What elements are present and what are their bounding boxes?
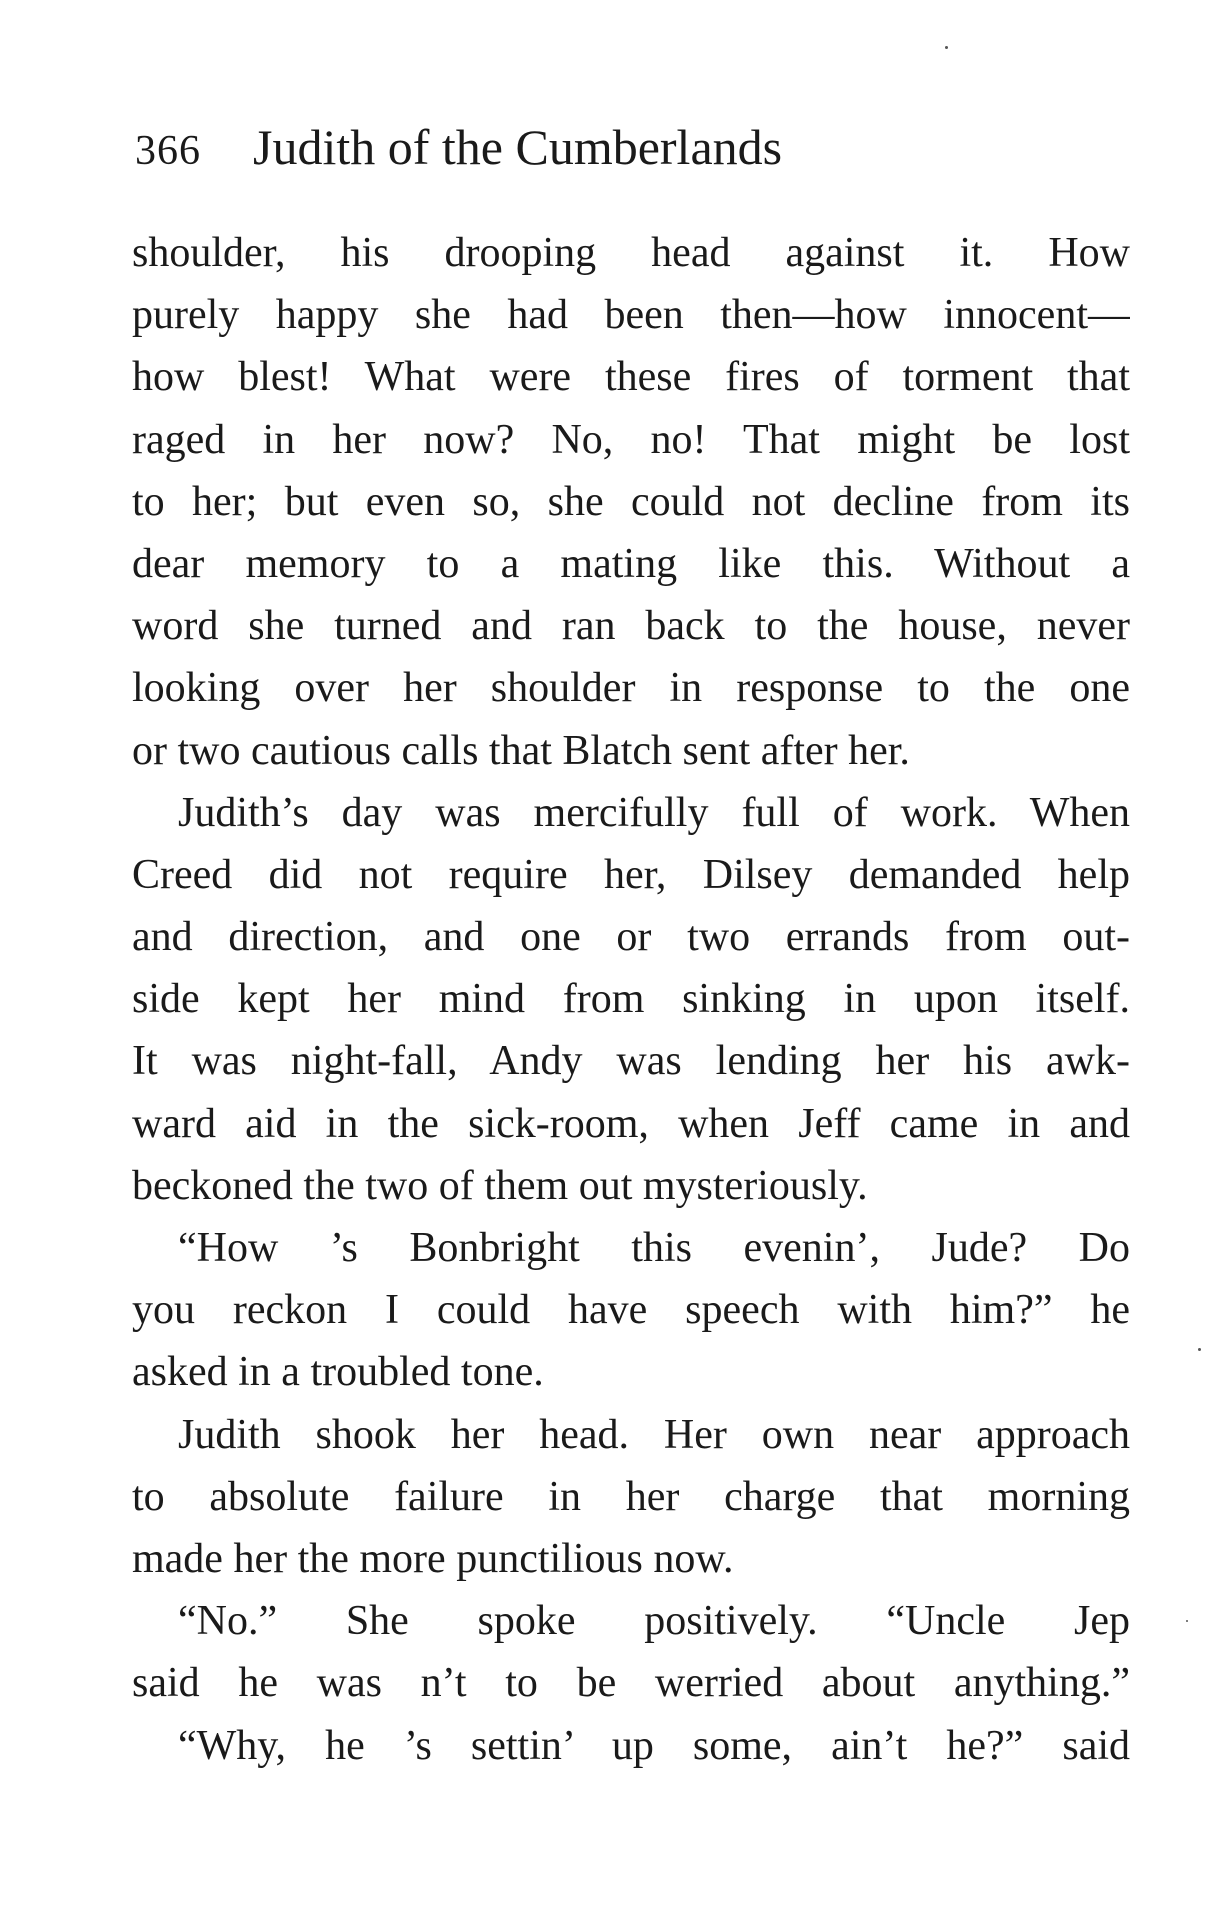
text-line: ward aid in the sick-room, when Jeff came in and bbox=[132, 1100, 1130, 1147]
text-line: side kept her mind from sinking in upon itself. bbox=[132, 976, 1130, 1023]
text-line: Judith shook her head. Her own near approach bbox=[178, 1411, 1130, 1458]
text-line: dear memory to a mating like this. Without a bbox=[132, 540, 1130, 587]
text-line: said he was n’t to be werried about anything.” bbox=[132, 1660, 1130, 1707]
text-line: raged in her now? No, no! That might be lost bbox=[132, 416, 1130, 463]
text-line: shoulder, his drooping head against it. How bbox=[132, 230, 1130, 276]
text-line: “How ’s Bonbright this evenin’, Jude? Do bbox=[178, 1225, 1130, 1271]
text-line: beckoned the two of them out mysteriously. bbox=[132, 1162, 868, 1209]
scan-speck bbox=[1198, 1348, 1201, 1351]
text-line: how blest! What were these fires of torment that bbox=[132, 354, 1130, 401]
running-header bbox=[135, 118, 1035, 182]
text-line: to her; but even so, she could not decline from its bbox=[132, 478, 1130, 525]
text-line: looking over her shoulder in response to the one bbox=[132, 665, 1130, 712]
body-text bbox=[132, 222, 1130, 1777]
text-line: to absolute failure in her charge that morning bbox=[132, 1473, 1130, 1520]
text-line: word she turned and ran back to the house, never bbox=[132, 603, 1130, 650]
text-line: and direction, and one or two errands from out- bbox=[132, 914, 1130, 961]
text-line: or two cautious calls that Blatch sent after her. bbox=[132, 727, 910, 774]
text-line: made her the more punctilious now. bbox=[132, 1535, 734, 1582]
scan-speck bbox=[945, 46, 948, 49]
text-line: Creed did not require her, Dilsey demanded help bbox=[132, 851, 1130, 898]
scan-speck bbox=[1186, 1620, 1188, 1622]
page-number: 366 bbox=[135, 128, 201, 174]
running-title: Judith of the Cumberlands bbox=[253, 119, 783, 175]
text-line: “No.” She spoke positively. “Uncle Jep bbox=[178, 1598, 1130, 1645]
text-line: asked in a troubled tone. bbox=[132, 1349, 544, 1396]
text-line: purely happy she had been then—how innocent— bbox=[132, 292, 1130, 339]
text-line: Judith’s day was mercifully full of work. When bbox=[178, 789, 1130, 836]
text-line: “Why, he ’s settin’ up some, ain’t he?” said bbox=[178, 1722, 1130, 1769]
text-line: It was night-fall, Andy was lending her his awk- bbox=[132, 1038, 1130, 1085]
text-line: you reckon I could have speech with him?” he bbox=[132, 1287, 1130, 1334]
